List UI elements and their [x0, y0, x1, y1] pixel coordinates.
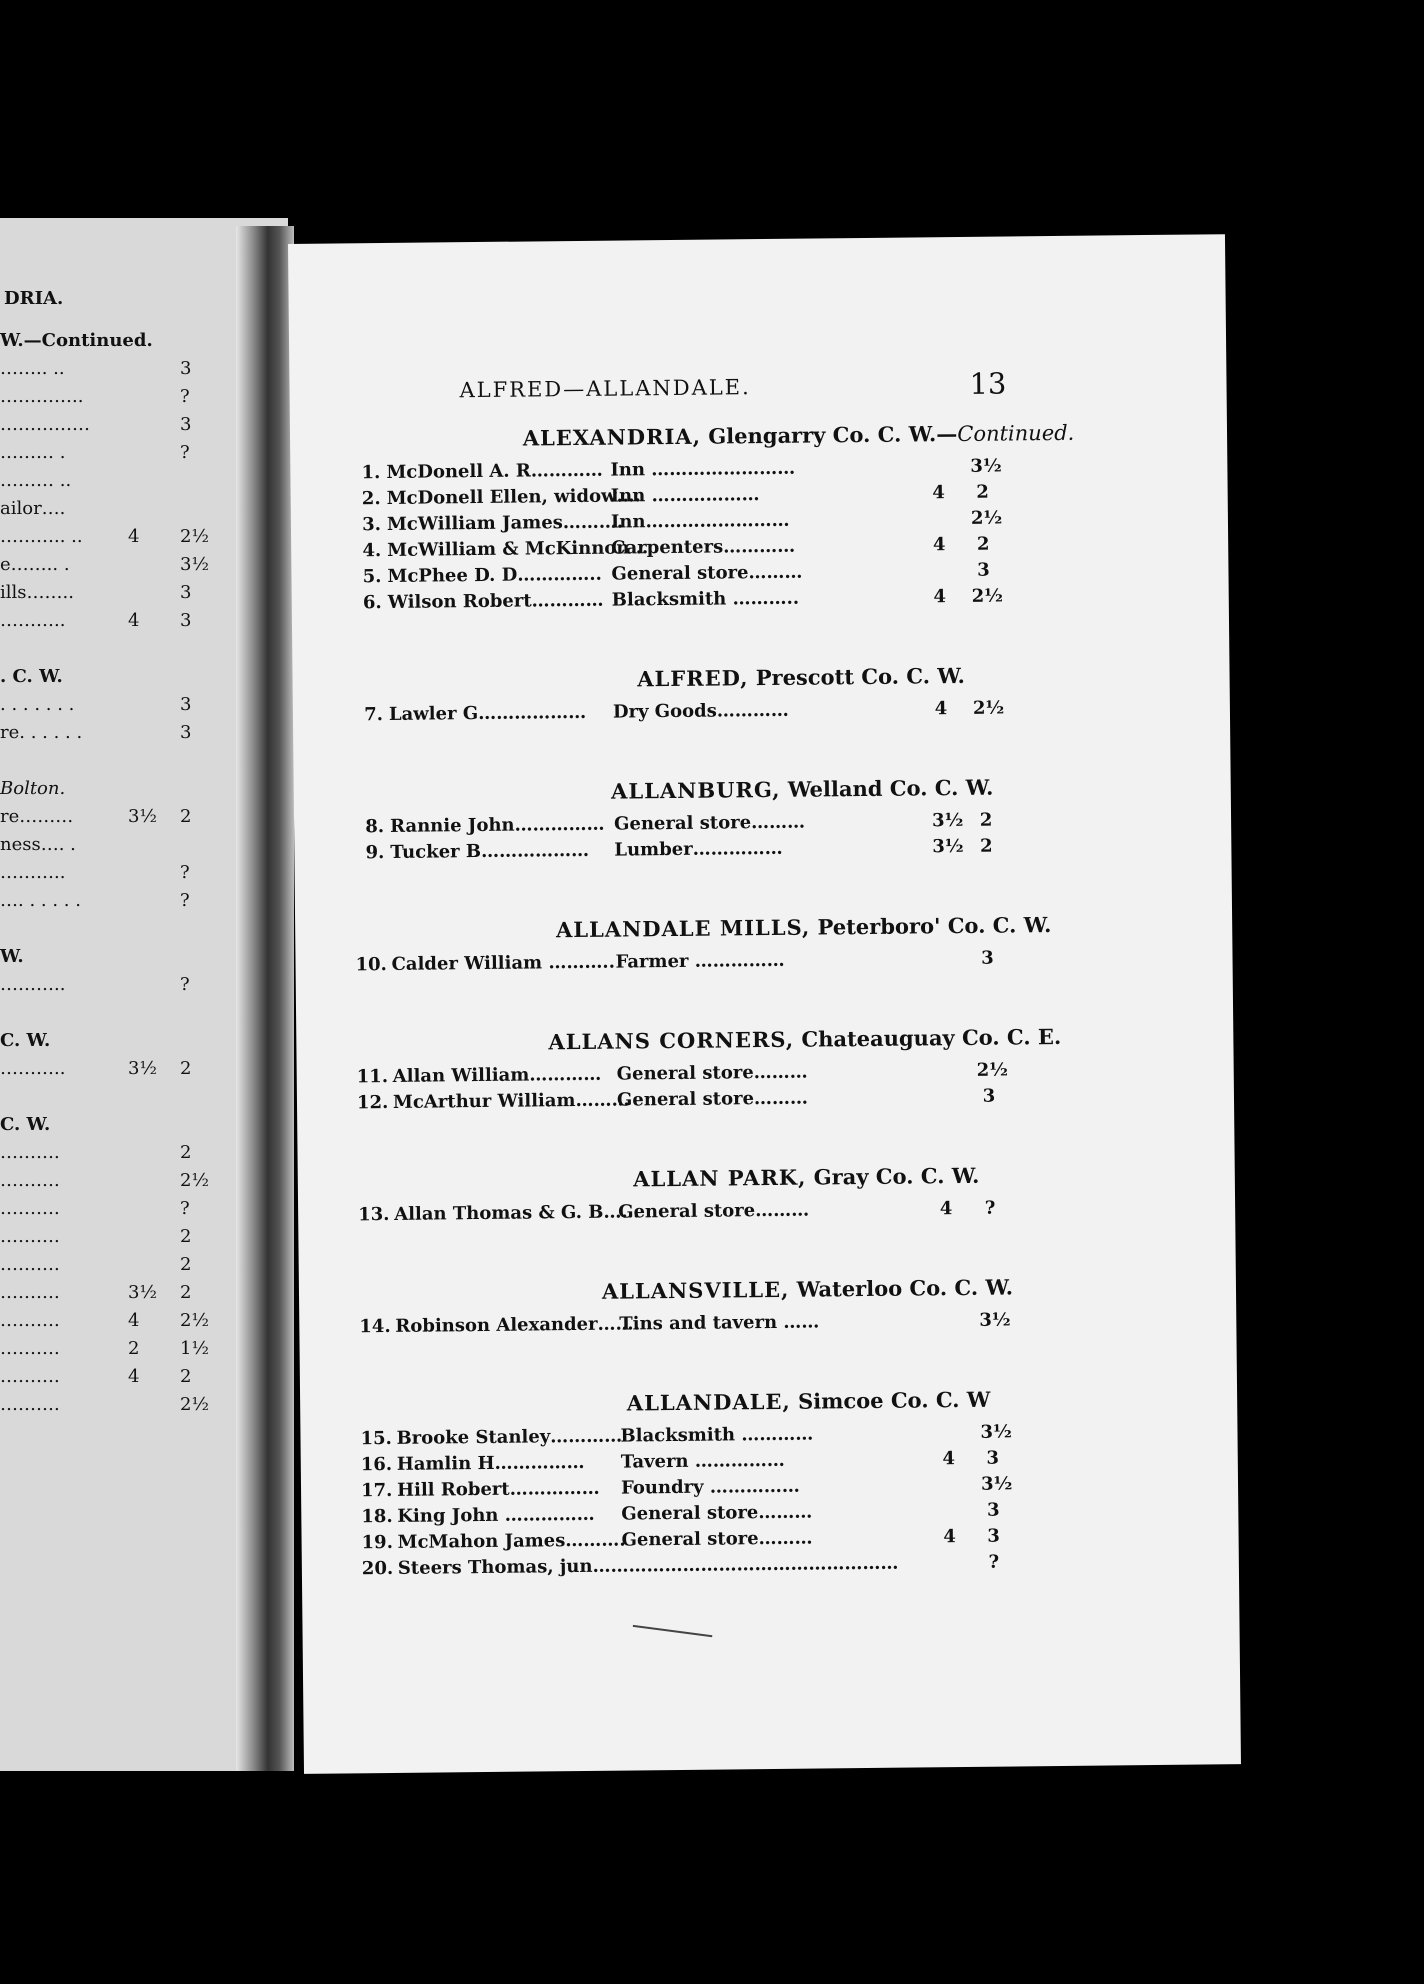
directory-entry: [295, 945, 1232, 981]
entry-business: General store………: [618, 1199, 810, 1223]
left-line-c1: 3½: [128, 1058, 157, 1079]
entry-b: 2½: [976, 1059, 1009, 1081]
page-number: 13: [969, 366, 1007, 401]
entry-business: Inn ………………: [610, 484, 760, 507]
left-line-c2: 2: [180, 1282, 192, 1303]
entry-business: Blacksmith ………..: [611, 587, 800, 611]
continued-label: Continued.: [957, 420, 1075, 447]
left-line-c2: 2: [180, 1058, 192, 1079]
left-line-text: ………..: [0, 862, 66, 883]
entry-name: McDonell A. R…………: [386, 459, 603, 483]
entry-name: Wilson Robert…………: [387, 589, 604, 613]
left-line-c2: 2½: [180, 1170, 209, 1191]
place-heading: [412, 661, 1189, 694]
entry-b: ?: [984, 1197, 996, 1219]
left-line-text: ……….: [0, 1170, 60, 1191]
left-running-head-text: DRIA.: [4, 288, 64, 309]
place-name: ALLANBURG,: [610, 776, 781, 804]
left-line-text: C. W.: [0, 1114, 51, 1135]
entry-b: 3½: [980, 1421, 1012, 1443]
entry-num: 4.: [362, 540, 382, 562]
left-line-c1: 2: [128, 1338, 140, 1359]
left-line-c2: 3: [180, 358, 192, 379]
left-line-text: ness…. .: [0, 834, 76, 855]
entry-name: Tucker B………………: [390, 839, 590, 863]
entry-b: 3: [981, 947, 994, 969]
left-line-c2: 2: [180, 1142, 192, 1163]
county-name: Prescott Co. C. W.: [748, 662, 965, 691]
entry-b: 3: [982, 1085, 996, 1107]
place-name: ALEXANDRIA,: [522, 423, 702, 451]
entry-num: 10.: [355, 954, 387, 976]
entry-a: 4: [932, 534, 946, 556]
entry-a: 4: [942, 1448, 956, 1470]
place-section: [298, 1160, 1236, 1231]
left-line-c2: 2: [180, 1226, 192, 1247]
county-name: Gray Co. C. W.: [806, 1162, 980, 1190]
entry-name: Robinson Alexander…….: [395, 1313, 640, 1337]
place-section: [299, 1272, 1237, 1343]
entry-b: 2: [979, 835, 993, 857]
left-line-text: ……… .: [0, 442, 66, 463]
place-name: ALLANS CORNERS,: [548, 1026, 795, 1055]
place-section: [300, 1384, 1239, 1585]
entry-b: 3½: [970, 455, 1002, 477]
left-line-c2: ?: [180, 974, 190, 995]
left-line-text: e…….. .: [0, 554, 70, 575]
left-line-c2: ?: [180, 442, 190, 463]
place-name: ALLANDALE,: [626, 1388, 791, 1416]
left-line-c2: 1½: [180, 1338, 209, 1359]
place-heading: [416, 1023, 1193, 1056]
left-line-text: ……….: [0, 1394, 60, 1415]
left-line-c1: 4: [128, 1366, 140, 1387]
county-name: Waterloo Co. C. W.: [789, 1274, 1014, 1302]
left-line-text: ……….: [0, 1366, 60, 1387]
entry-num: 8.: [365, 816, 385, 838]
directory-entry: [298, 1195, 1235, 1231]
entry-a: 3½: [932, 835, 964, 858]
entry-num: 15.: [360, 1427, 392, 1450]
left-line-c2: 3½: [180, 554, 209, 575]
left-line-text: re. . . . . .: [0, 722, 83, 743]
left-line-text: W.: [0, 946, 24, 967]
entry-num: 1.: [361, 462, 381, 484]
entry-num: 20.: [361, 1557, 394, 1580]
left-line-text: ……….: [0, 1226, 60, 1247]
entry-num: 17.: [360, 1479, 393, 1502]
left-line-text: ……….: [0, 1338, 60, 1359]
left-line-text: . C. W.: [0, 666, 63, 687]
left-line-text: ……….: [0, 1198, 60, 1219]
left-line-text: ……….: [0, 1282, 60, 1303]
left-line-text: . . . . . . .: [0, 694, 75, 715]
left-line-c2: 2: [180, 1366, 192, 1387]
left-line-c2: ?: [180, 1198, 190, 1219]
book-gutter: [236, 226, 294, 1771]
entry-b: 3: [986, 1447, 1000, 1469]
entry-name: Steers Thomas, jun……………………………………………: [397, 1552, 899, 1579]
entry-b: 2: [979, 809, 993, 831]
place-section: [290, 418, 1229, 619]
left-line-c2: ?: [180, 862, 190, 883]
entry-name: King John ……………: [397, 1503, 595, 1527]
left-line-c2: 3: [180, 610, 192, 631]
entry-business: General store………: [621, 1501, 813, 1525]
county-name: Welland Co. C. W.: [780, 774, 994, 802]
entry-name: Brooke Stanley…………: [396, 1425, 623, 1449]
left-line-c2: ?: [180, 890, 190, 911]
entry-name: McPhee D. D…………..: [387, 563, 602, 587]
left-line-text: ……….: [0, 1142, 60, 1163]
entry-business: General store………: [611, 561, 803, 585]
left-line-c2: ?: [180, 386, 190, 407]
entry-business: General store………: [621, 1527, 813, 1551]
entry-a: 4: [943, 1526, 956, 1548]
right-page: [288, 234, 1241, 1774]
county-name: Glengarry Co. C. W.—: [700, 421, 958, 449]
entry-a: 4: [933, 586, 947, 608]
entry-business: Lumber……………: [614, 837, 783, 861]
entry-name: McWilliam & McKinnon ..: [387, 537, 649, 561]
entry-name: Calder William ………..: [391, 951, 616, 975]
place-section: [295, 910, 1233, 981]
place-section: [296, 1022, 1234, 1119]
left-line-text: ……………: [0, 414, 90, 435]
place-heading: [410, 419, 1187, 452]
place-name: ALLANSVILLE,: [601, 1276, 790, 1304]
county-name: Simcoe Co. C. W: [790, 1386, 991, 1414]
entry-num: 6.: [362, 592, 382, 614]
entry-business: Farmer ……………: [615, 949, 785, 973]
left-line-text: ………..: [0, 610, 66, 631]
entry-b: 3½: [980, 1473, 1013, 1495]
entry-b: 2½: [972, 697, 1005, 719]
place-section: [292, 660, 1230, 731]
entry-num: 5.: [362, 566, 382, 588]
place-heading: [418, 1161, 1195, 1194]
entry-business: Inn ……………………: [610, 457, 796, 481]
left-line-c2: 2½: [180, 1394, 209, 1415]
left-line-c2: 2: [180, 1254, 192, 1275]
entry-business: Dry Goods…………: [612, 699, 789, 723]
pen-mark: [633, 1625, 713, 1637]
left-line-text: Bolton.: [0, 778, 66, 799]
entry-business: Inn……………………: [610, 509, 790, 533]
entry-num: 16.: [360, 1453, 393, 1476]
entry-num: 2.: [361, 488, 381, 510]
place-heading: [414, 773, 1191, 806]
entry-b: 3: [987, 1525, 1000, 1547]
place-name: ALLANDALE MILLS,: [555, 914, 811, 943]
left-line-text: ills……..: [0, 582, 74, 603]
entry-b: ?: [988, 1551, 1000, 1573]
entry-num: 13.: [358, 1203, 390, 1226]
place-heading: [415, 911, 1192, 944]
entry-name: Allan Thomas & G. B……: [394, 1201, 640, 1225]
entry-business: General store………: [616, 1087, 809, 1111]
entry-b: 2½: [970, 507, 1003, 529]
entry-name: Lawler G………………: [388, 701, 587, 725]
entry-business: Blacksmith …………: [620, 1423, 814, 1447]
entry-business: Carpenters…………: [611, 535, 796, 559]
left-line-c1: 4: [128, 526, 140, 547]
left-line-text: ……….: [0, 1254, 60, 1275]
entry-b: 2½: [971, 585, 1004, 607]
entry-a: 4: [939, 1198, 953, 1220]
entry-num: 19.: [361, 1531, 394, 1554]
entry-business: Tins and tavern ……: [619, 1311, 820, 1335]
left-line-c1: 4: [128, 1310, 140, 1331]
left-line-text: ……….: [0, 1310, 60, 1331]
entry-name: Allan William…………: [392, 1063, 602, 1087]
left-line-c2: 2½: [180, 526, 209, 547]
left-line-c2: 3: [180, 414, 192, 435]
entry-b: 3½: [979, 1309, 1011, 1331]
left-line-c2: 3: [180, 582, 192, 603]
entry-name: McMahon James……….: [397, 1529, 626, 1553]
entry-name: McArthur William………: [392, 1089, 630, 1113]
entry-b: 2: [976, 481, 990, 503]
left-line-c2: 2½: [180, 1310, 209, 1331]
entry-name: Hamlin H……………: [396, 1451, 585, 1475]
place-heading: [420, 1385, 1197, 1418]
left-line-c1: 3½: [128, 806, 157, 827]
entry-business: Tavern ……………: [620, 1449, 785, 1473]
left-line-text: ………..: [0, 1058, 66, 1079]
entry-a: 4: [932, 482, 946, 504]
entry-num: 14.: [359, 1315, 391, 1338]
entry-name: Rannie John……………: [389, 813, 605, 837]
left-line-text: ailor….: [0, 498, 66, 519]
entry-num: 9.: [365, 842, 385, 864]
place-heading: [419, 1273, 1196, 1306]
directory-entry: [299, 1307, 1236, 1343]
entry-num: 7.: [364, 704, 384, 726]
entry-name: Hill Robert……………: [396, 1477, 600, 1501]
left-line-c2: 3: [180, 694, 192, 715]
entry-a: 3½: [931, 809, 964, 832]
entry-b: 3: [986, 1499, 1000, 1521]
left-line-text: ……… ..: [0, 470, 72, 491]
left-line-text: …………..: [0, 386, 84, 407]
directory-entry: [293, 695, 1230, 731]
entry-a: 4: [934, 698, 948, 720]
entry-business: Foundry ……………: [620, 1475, 800, 1499]
place-section: [294, 772, 1232, 869]
entry-name: McDonell Ellen, widow….: [386, 485, 641, 509]
left-line-text: C. W.: [0, 1030, 51, 1051]
left-line-c2: 2: [180, 806, 192, 827]
entry-b: 2: [976, 533, 990, 555]
entry-num: 11.: [356, 1065, 389, 1088]
entry-business: General store………: [613, 811, 806, 835]
county-name: Chateauguay Co. C. E.: [793, 1023, 1062, 1052]
left-line-text: ……….. ..: [0, 526, 83, 547]
left-line-c1: 3½: [128, 1282, 157, 1303]
entry-num: 3.: [362, 514, 382, 536]
entry-business: General store………: [616, 1061, 808, 1085]
county-name: Peterboro' Co. C. W.: [810, 912, 1052, 940]
place-name: ALLAN PARK,: [633, 1164, 807, 1192]
entry-b: 3: [977, 559, 990, 581]
entry-num: 12.: [356, 1091, 389, 1114]
left-line-text: …. . . . . .: [0, 890, 81, 911]
place-name: ALFRED,: [637, 665, 749, 692]
left-line-text: ………..: [0, 974, 66, 995]
left-line-text: re………: [0, 806, 74, 827]
left-line-c1: 4: [128, 610, 140, 631]
left-line-text: …….. ..: [0, 358, 65, 379]
entry-name: McWilliam James……….: [386, 511, 624, 535]
left-line-text: W.—Continued.: [0, 330, 153, 351]
running-head: ALFRED—ALLANDALE.: [459, 375, 751, 403]
entry-num: 18.: [361, 1505, 393, 1528]
left-line-c2: 3: [180, 722, 192, 743]
